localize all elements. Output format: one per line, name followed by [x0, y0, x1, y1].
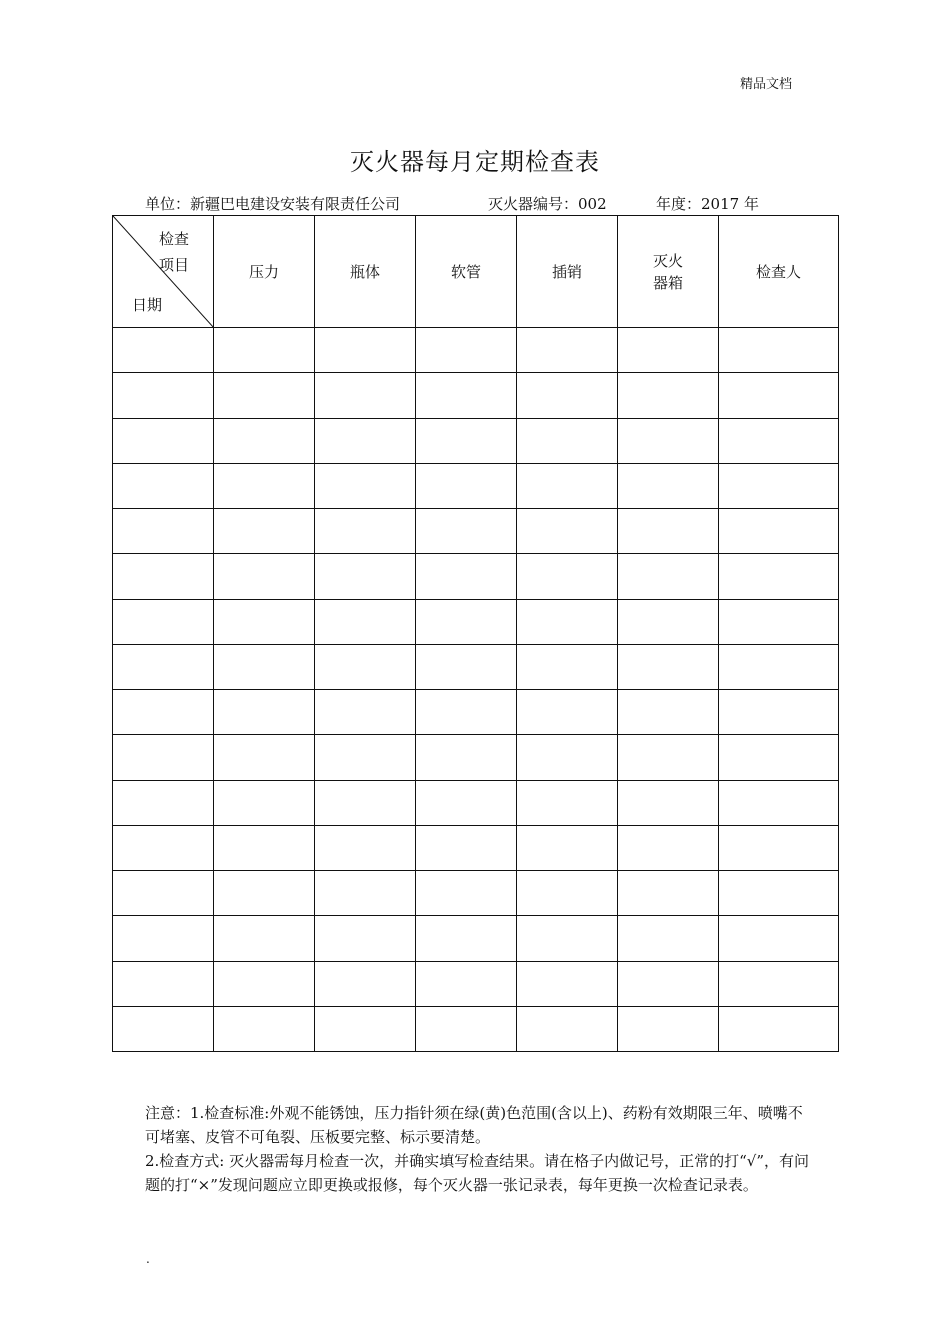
table-row	[113, 735, 839, 780]
table-cell[interactable]	[517, 871, 618, 916]
table-cell[interactable]	[315, 780, 416, 825]
table-cell[interactable]	[113, 1006, 214, 1051]
table-row	[113, 463, 839, 508]
table-cell[interactable]	[517, 961, 618, 1006]
col-header-hose: 软管	[416, 216, 517, 328]
table-cell[interactable]	[719, 599, 839, 644]
corner-header-cell	[113, 216, 214, 328]
table-cell[interactable]	[113, 871, 214, 916]
table-cell[interactable]	[719, 418, 839, 463]
table-cell[interactable]	[416, 418, 517, 463]
col-header-box-line2: 器箱	[652, 273, 683, 292]
table-cell[interactable]	[517, 780, 618, 825]
table-cell[interactable]	[214, 780, 315, 825]
table-row	[113, 825, 839, 870]
table-row	[113, 328, 839, 373]
note-standard: 注意：1.检查标准:外观不能锈蚀，压力指针须在绿(黄)色范围(含以上)、药粉有效期限三年、喷嘴不可堵塞、皮管不可龟裂、压板要完整、标示要清楚。	[145, 1104, 803, 1146]
table-cell[interactable]	[416, 463, 517, 508]
table-cell[interactable]	[315, 373, 416, 418]
table-cell[interactable]	[517, 1006, 618, 1051]
table-cell[interactable]	[517, 554, 618, 599]
table-cell[interactable]	[214, 871, 315, 916]
table-cell[interactable]	[214, 463, 315, 508]
extinguisher-serial-label: 灭火器编号：002	[488, 195, 607, 213]
table-cell[interactable]	[113, 780, 214, 825]
table-cell[interactable]	[113, 961, 214, 1006]
table-cell[interactable]	[214, 373, 315, 418]
table-row	[113, 690, 839, 735]
table-cell[interactable]	[214, 916, 315, 961]
table-cell[interactable]	[517, 509, 618, 554]
table-cell[interactable]	[618, 418, 719, 463]
col-header-extinguisher-box	[618, 216, 719, 328]
table-cell[interactable]	[113, 554, 214, 599]
table-cell[interactable]	[315, 418, 416, 463]
table-cell[interactable]	[517, 599, 618, 644]
table-cell[interactable]	[416, 916, 517, 961]
table-cell[interactable]	[416, 871, 517, 916]
table-cell[interactable]	[719, 509, 839, 554]
table-cell[interactable]	[113, 509, 214, 554]
corner-item-label-line2: 项目	[159, 256, 190, 274]
table-cell[interactable]	[113, 825, 214, 870]
table-cell[interactable]	[113, 599, 214, 644]
table-cell[interactable]	[113, 463, 214, 508]
table-cell[interactable]	[719, 554, 839, 599]
table-cell[interactable]	[214, 418, 315, 463]
table-cell[interactable]	[214, 735, 315, 780]
table-row	[113, 1006, 839, 1051]
table-cell[interactable]	[113, 328, 214, 373]
table-cell[interactable]	[416, 509, 517, 554]
table-cell[interactable]	[315, 961, 416, 1006]
table-row	[113, 871, 839, 916]
col-header-inspector: 检查人	[719, 216, 839, 328]
table-cell[interactable]	[618, 961, 719, 1006]
table-cell[interactable]	[416, 373, 517, 418]
table-cell[interactable]	[618, 373, 719, 418]
table-cell[interactable]	[618, 780, 719, 825]
table-cell[interactable]	[113, 690, 214, 735]
col-header-pressure: 压力	[214, 216, 315, 328]
table-cell[interactable]	[517, 418, 618, 463]
table-cell[interactable]	[416, 825, 517, 870]
table-row	[113, 644, 839, 689]
col-header-cylinder: 瓶体	[315, 216, 416, 328]
notes	[145, 1101, 810, 1197]
table-cell[interactable]	[315, 690, 416, 735]
table-cell[interactable]	[719, 916, 839, 961]
col-header-pin: 插销	[517, 216, 618, 328]
table-cell[interactable]	[719, 961, 839, 1006]
table-cell[interactable]	[517, 644, 618, 689]
table-cell[interactable]	[618, 328, 719, 373]
table-cell[interactable]	[719, 328, 839, 373]
table-cell[interactable]	[517, 328, 618, 373]
table-cell[interactable]	[719, 463, 839, 508]
corner-item-label-line1: 检查	[159, 230, 190, 248]
table-cell[interactable]	[719, 735, 839, 780]
table-cell[interactable]	[315, 599, 416, 644]
table-cell[interactable]	[214, 509, 315, 554]
table-cell[interactable]	[315, 463, 416, 508]
table-cell[interactable]	[416, 1006, 517, 1051]
table-cell[interactable]	[315, 1006, 416, 1051]
year-label: 年度：2017 年	[656, 195, 759, 213]
table-cell[interactable]	[618, 463, 719, 508]
table-body	[113, 328, 839, 1052]
table-cell[interactable]	[214, 961, 315, 1006]
table-cell[interactable]	[618, 871, 719, 916]
table-row	[113, 554, 839, 599]
table-cell[interactable]	[517, 916, 618, 961]
table-cell[interactable]	[719, 644, 839, 689]
table-cell[interactable]	[517, 735, 618, 780]
table-cell[interactable]	[315, 554, 416, 599]
table-cell[interactable]	[214, 554, 315, 599]
table-cell[interactable]	[618, 916, 719, 961]
unit-label: 单位：新疆巴电建设安装有限责任公司	[145, 195, 401, 213]
table-cell[interactable]	[416, 644, 517, 689]
table-cell[interactable]	[719, 373, 839, 418]
table-cell[interactable]	[214, 1006, 315, 1051]
col-header-box-line1: 灭火	[652, 251, 683, 270]
table-cell[interactable]	[315, 916, 416, 961]
table-cell[interactable]	[416, 328, 517, 373]
table-cell[interactable]	[719, 825, 839, 870]
table-cell[interactable]	[416, 735, 517, 780]
inspection-table	[112, 215, 839, 1052]
table-cell[interactable]	[719, 1006, 839, 1051]
table-cell[interactable]	[214, 328, 315, 373]
page-title: 灭火器每月定期检查表	[350, 148, 600, 176]
table-cell[interactable]	[113, 644, 214, 689]
table-cell[interactable]	[618, 690, 719, 735]
table-cell[interactable]	[416, 554, 517, 599]
table-cell[interactable]	[113, 373, 214, 418]
footer-mark: .	[146, 1252, 150, 1266]
table-cell[interactable]	[416, 961, 517, 1006]
table-cell[interactable]	[517, 373, 618, 418]
table-cell[interactable]	[113, 735, 214, 780]
table-cell[interactable]	[416, 690, 517, 735]
table-cell[interactable]	[315, 735, 416, 780]
table-cell[interactable]	[618, 644, 719, 689]
table-cell[interactable]	[618, 825, 719, 870]
table-cell[interactable]	[214, 690, 315, 735]
table-cell[interactable]	[315, 871, 416, 916]
table-cell[interactable]	[416, 780, 517, 825]
table-cell[interactable]	[719, 690, 839, 735]
table-cell[interactable]	[618, 1006, 719, 1051]
table-cell[interactable]	[315, 509, 416, 554]
table-row	[113, 780, 839, 825]
table-cell[interactable]	[719, 871, 839, 916]
table-row	[113, 509, 839, 554]
corner-date-label: 日期	[132, 296, 163, 314]
table-cell[interactable]	[517, 463, 618, 508]
table-cell[interactable]	[315, 328, 416, 373]
table-cell[interactable]	[517, 690, 618, 735]
table-cell[interactable]	[618, 735, 719, 780]
watermark: 精品文档	[740, 77, 793, 92]
table-cell[interactable]	[618, 554, 719, 599]
table-cell[interactable]	[719, 780, 839, 825]
note-method: 2.检查方式: 灭火器需每月检查一次，并确实填写检查结果。请在格子内做记号，正常的打“√”，有问题的打“×”发现问题应立即更换或报修，每个灭火器一张记录表，每年更换一次检查记录表。	[145, 1152, 810, 1194]
table-row	[113, 961, 839, 1006]
table-cell[interactable]	[214, 599, 315, 644]
table-cell[interactable]	[517, 825, 618, 870]
table-cell[interactable]	[214, 644, 315, 689]
table-cell[interactable]	[315, 825, 416, 870]
table-cell[interactable]	[113, 916, 214, 961]
table-cell[interactable]	[416, 599, 517, 644]
table-row	[113, 418, 839, 463]
table-cell[interactable]	[113, 418, 214, 463]
table-cell[interactable]	[618, 509, 719, 554]
table-cell[interactable]	[618, 599, 719, 644]
table-row	[113, 599, 839, 644]
table-row	[113, 916, 839, 961]
table-cell[interactable]	[214, 825, 315, 870]
table-cell[interactable]	[315, 644, 416, 689]
table-header-row	[113, 216, 839, 328]
table-row	[113, 373, 839, 418]
